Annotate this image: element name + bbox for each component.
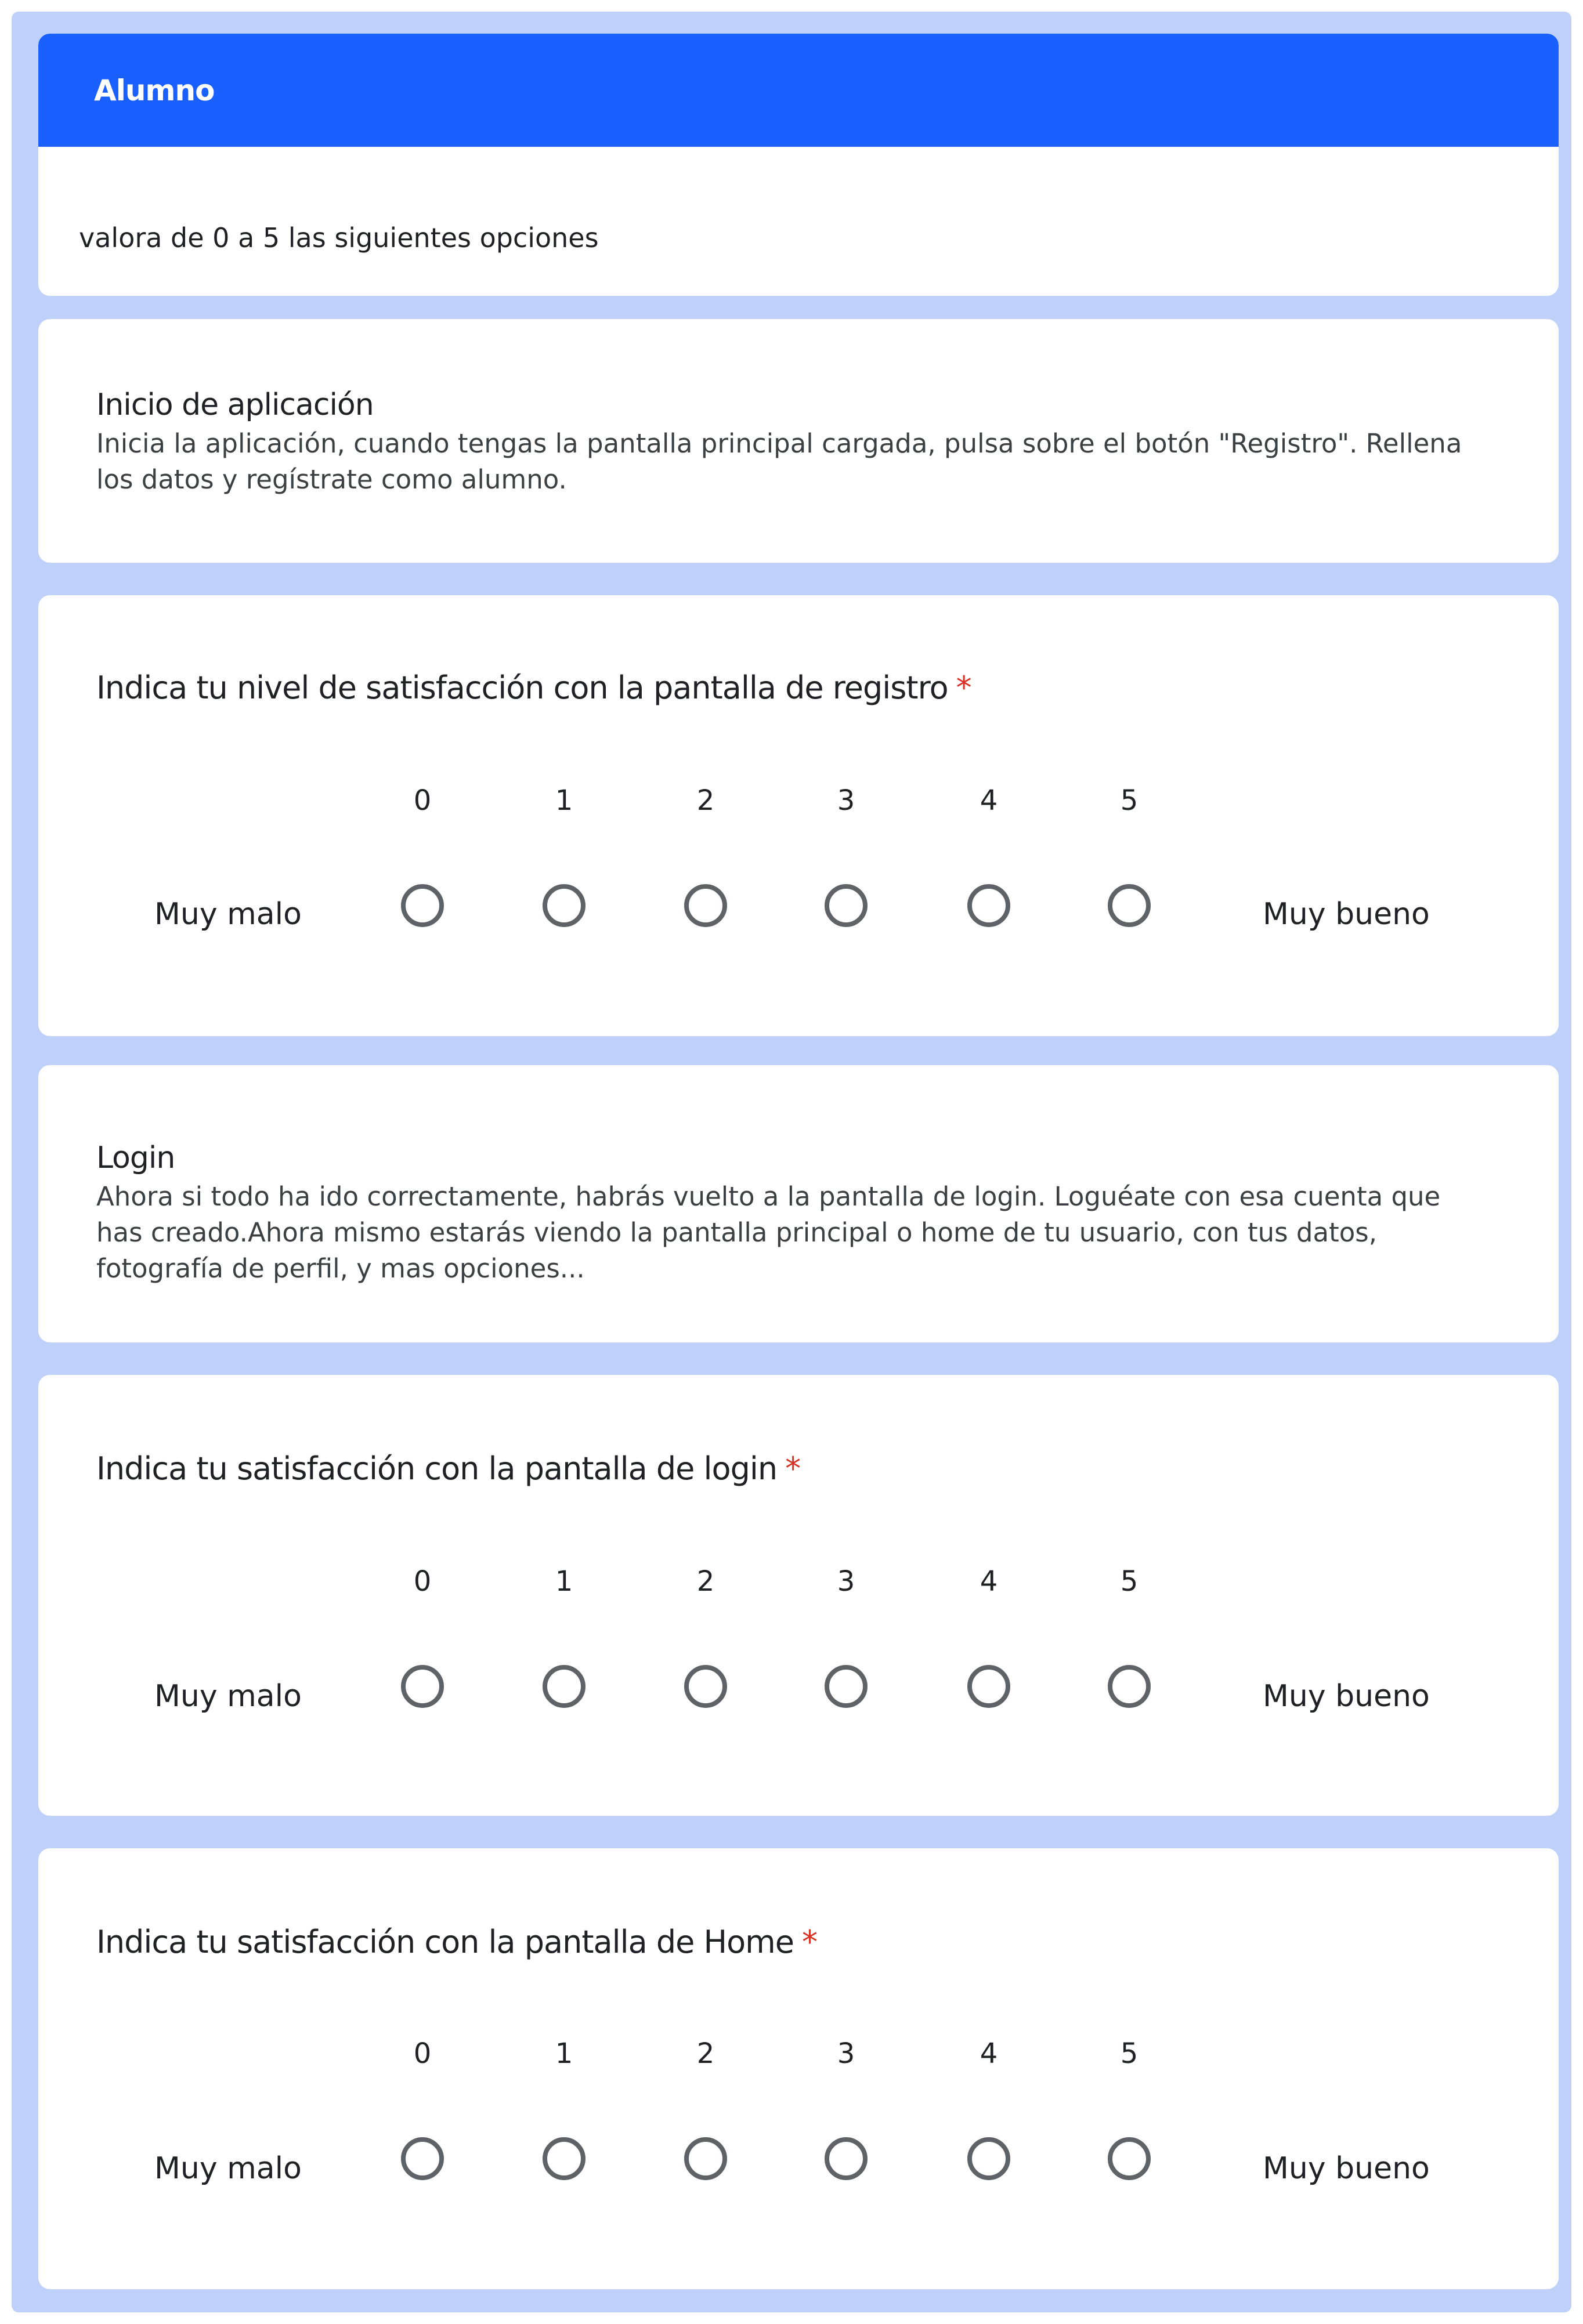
scale-min-label: Muy malo (154, 2151, 302, 2186)
question-title: Indica tu satisfacción con la pantalla de Home * (96, 1924, 818, 1960)
radio-option-4[interactable] (967, 2137, 1010, 2180)
scale-number: 3 (837, 1565, 855, 1598)
radio-option-3[interactable] (825, 1665, 868, 1708)
section-card-login (38, 1065, 1559, 1342)
radio-option-2[interactable] (684, 1665, 727, 1708)
section-description: Inicia la aplicación, cuando tengas la pantalla principal cargada, pulsa sobre el botón "Registro". Rellena los datos y regístrate como alumno. (96, 428, 1462, 495)
radio-option-0[interactable] (401, 1665, 444, 1708)
scale-number: 5 (1120, 1565, 1139, 1598)
required-asterisk: * (785, 1450, 801, 1487)
radio-option-1[interactable] (543, 1665, 586, 1708)
radio-option-5[interactable] (1108, 884, 1151, 927)
scale-number: 2 (696, 784, 715, 817)
question-card-home (38, 1848, 1559, 2289)
scale-max-label: Muy bueno (1263, 897, 1430, 932)
scale-number: 2 (696, 1565, 715, 1598)
question-card-login (38, 1375, 1559, 1816)
radio-option-3[interactable] (825, 884, 868, 927)
scale-number: 5 (1120, 2037, 1139, 2070)
radio-option-1[interactable] (543, 884, 586, 927)
scale-number: 4 (980, 1565, 998, 1598)
scale-number: 0 (413, 2037, 432, 2070)
scale-number: 3 (837, 784, 855, 817)
scale-number: 3 (837, 2037, 855, 2070)
radio-option-1[interactable] (543, 2137, 586, 2180)
radio-option-0[interactable] (401, 884, 444, 927)
scale-min-label: Muy malo (154, 897, 302, 932)
scale-max-label: Muy bueno (1263, 2151, 1430, 2186)
scale-min-label: Muy malo (154, 1679, 302, 1714)
radio-option-4[interactable] (967, 1665, 1010, 1708)
scale-number: 1 (555, 784, 573, 817)
question-card-registro (38, 595, 1559, 1036)
radio-option-3[interactable] (825, 2137, 868, 2180)
question-title: Indica tu nivel de satisfacción con la pantalla de registro * (96, 669, 971, 706)
section-description: Ahora si todo ha ido correctamente, habrás vuelto a la pantalla de login. Loguéate con esa cuenta que has creado.Ahora mismo estarás viendo la pantalla principal o home de tu usuario, con tus datos, fotografía de perfil, y mas opciones... (96, 1181, 1441, 1284)
scale-number: 4 (980, 2037, 998, 2070)
form-description: valora de 0 a 5 las siguientes opciones (79, 222, 599, 254)
radio-option-2[interactable] (684, 884, 727, 927)
radio-option-0[interactable] (401, 2137, 444, 2180)
required-asterisk: * (956, 669, 971, 706)
scale-number: 1 (555, 1565, 573, 1598)
scale-number: 1 (555, 2037, 573, 2070)
required-asterisk: * (802, 1924, 818, 1960)
form-title: Alumno (38, 34, 1559, 147)
section-title: Inicio de aplicación (96, 388, 374, 422)
scale-max-label: Muy bueno (1263, 1679, 1430, 1714)
radio-option-4[interactable] (967, 884, 1010, 927)
scale-number: 0 (413, 784, 432, 817)
radio-option-2[interactable] (684, 2137, 727, 2180)
question-title: Indica tu satisfacción con la pantalla de login * (96, 1450, 801, 1487)
scale-number: 4 (980, 784, 998, 817)
scale-number: 0 (413, 1565, 432, 1598)
section-card-inicio (38, 319, 1559, 563)
radio-option-5[interactable] (1108, 1665, 1151, 1708)
scale-number: 5 (1120, 784, 1139, 817)
scale-number: 2 (696, 2037, 715, 2070)
section-title: Login (96, 1141, 175, 1175)
form-background (12, 12, 1571, 2312)
radio-option-5[interactable] (1108, 2137, 1151, 2180)
form-header-card (38, 34, 1559, 296)
